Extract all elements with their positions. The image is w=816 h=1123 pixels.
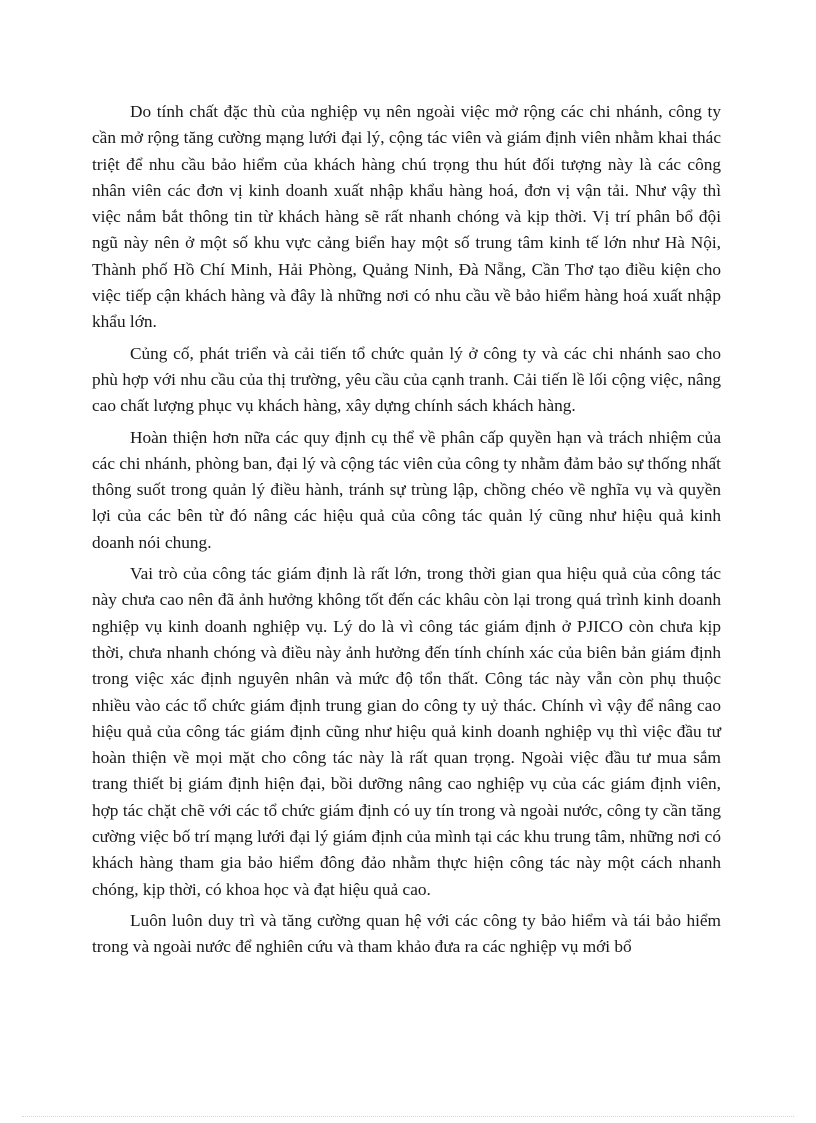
- paragraph-branch-network: Do tính chất đặc thù của nghiệp vụ nên ngoài việc mở rộng các chi nhánh, công ty cần mở rộng tăng cường mạng lưới đại lý, cộng tác viên và giám định viên nhằm khai thác triệt để nhu cầu bảo hiểm của khách hàng chú trọng thu hút đối tượng này là các công nhân viên các đơn vị kinh doanh xuất nhập khẩu hàng hoá, đơn vị vận tải. Như vậy thì việc nắm bắt thông tin từ khách hàng sẽ rất nhanh chóng và kịp thời. Vị trí phân bổ đội ngũ này nên ở một số khu vực cảng biển hay một số trung tâm kinh tế lớn như Hà Nội, Thành phố Hồ Chí Minh, Hải Phòng, Quảng Ninh, Đà Nẵng, Cần Thơ tạo điều kiện cho việc tiếp cận khách hàng và đây là những nơi có nhu cầu về bảo hiểm hàng hoá xuất nhập khẩu lớn.: [92, 102, 721, 332]
- page-bottom-divider: [22, 1116, 794, 1117]
- paragraph-assessment-role: Vai trò của công tác giám định là rất lớn, trong thời gian qua hiệu quả của công tác này chưa cao nên đã ảnh hưởng không tốt đến các khâu còn lại trong quá trình kinh doanh nghiệp vụ kinh doanh nghiệp vụ. Lý do là vì công tác giám định ở PJICO còn chưa kịp thời, chưa nhanh chóng và điều này ảnh hưởng đến tính chính xác của biên bản giám định trong việc xác định nguyên nhân và mức độ tổn thất. Công tác này vẫn còn phụ thuộc nhiều vào các tổ chức giám định trung gian do công ty uỷ thác. Chính vì vậy để nâng cao hiệu quả của công tác giám định cũng như hiệu quả kinh doanh nghiệp vụ thì việc đầu tư hoàn thiện về mọi mặt cho công tác này là rất quan trọng. Ngoài việc đầu tư mua sắm trang thiết bị giám định hiện đại, bồi dưỡng nâng cao nghiệp vụ của các giám định viên, hợp tác chặt chẽ với các tổ chức giám định có uy tín trong và ngoài nước, công ty cần tăng cường việc bố trí mạng lưới đại lý giám định của mình tại các khu trung tâm, những nơi có khách hàng tham gia bảo hiểm đông đảo nhằm thực hiện công tác này một cách nhanh chóng, kịp thời, có khoa học và đạt hiệu quả cao.: [92, 564, 721, 899]
- paragraph-reinsurance-relations: Luôn luôn duy trì và tăng cường quan hệ với các công ty bảo hiểm và tái bảo hiểm trong và ngoài nước để nghiên cứu và tham khảo đưa ra các nghiệp vụ mới bổ: [92, 910, 721, 957]
- paragraph-regulations: Hoàn thiện hơn nữa các quy định cụ thể về phân cấp quyền hạn và trách nhiệm của các chi nhánh, phòng ban, đại lý và cộng tác viên của công ty nhằm đảm bảo sự thống nhất thông suốt trong quản lý điều hành, tránh sự trùng lập, chồng chéo về nghĩa vụ và quyền lợi của các bên từ đó nâng các hiệu quả của công tác quản lý cũng như hiệu quả kinh doanh nói chung.: [92, 427, 721, 552]
- paragraph-management-improvement: Củng cố, phát triển và cải tiến tổ chức quản lý ở công ty và các chi nhánh sao cho phù hợp với nhu cầu của thị trường, yêu cầu của cạnh tranh. Cải tiến lề lối cộng việc, nâng cao chất lượng phục vụ khách hàng, xây dựng chính sách khách hàng.: [92, 343, 721, 416]
- document-body: [92, 99, 721, 966]
